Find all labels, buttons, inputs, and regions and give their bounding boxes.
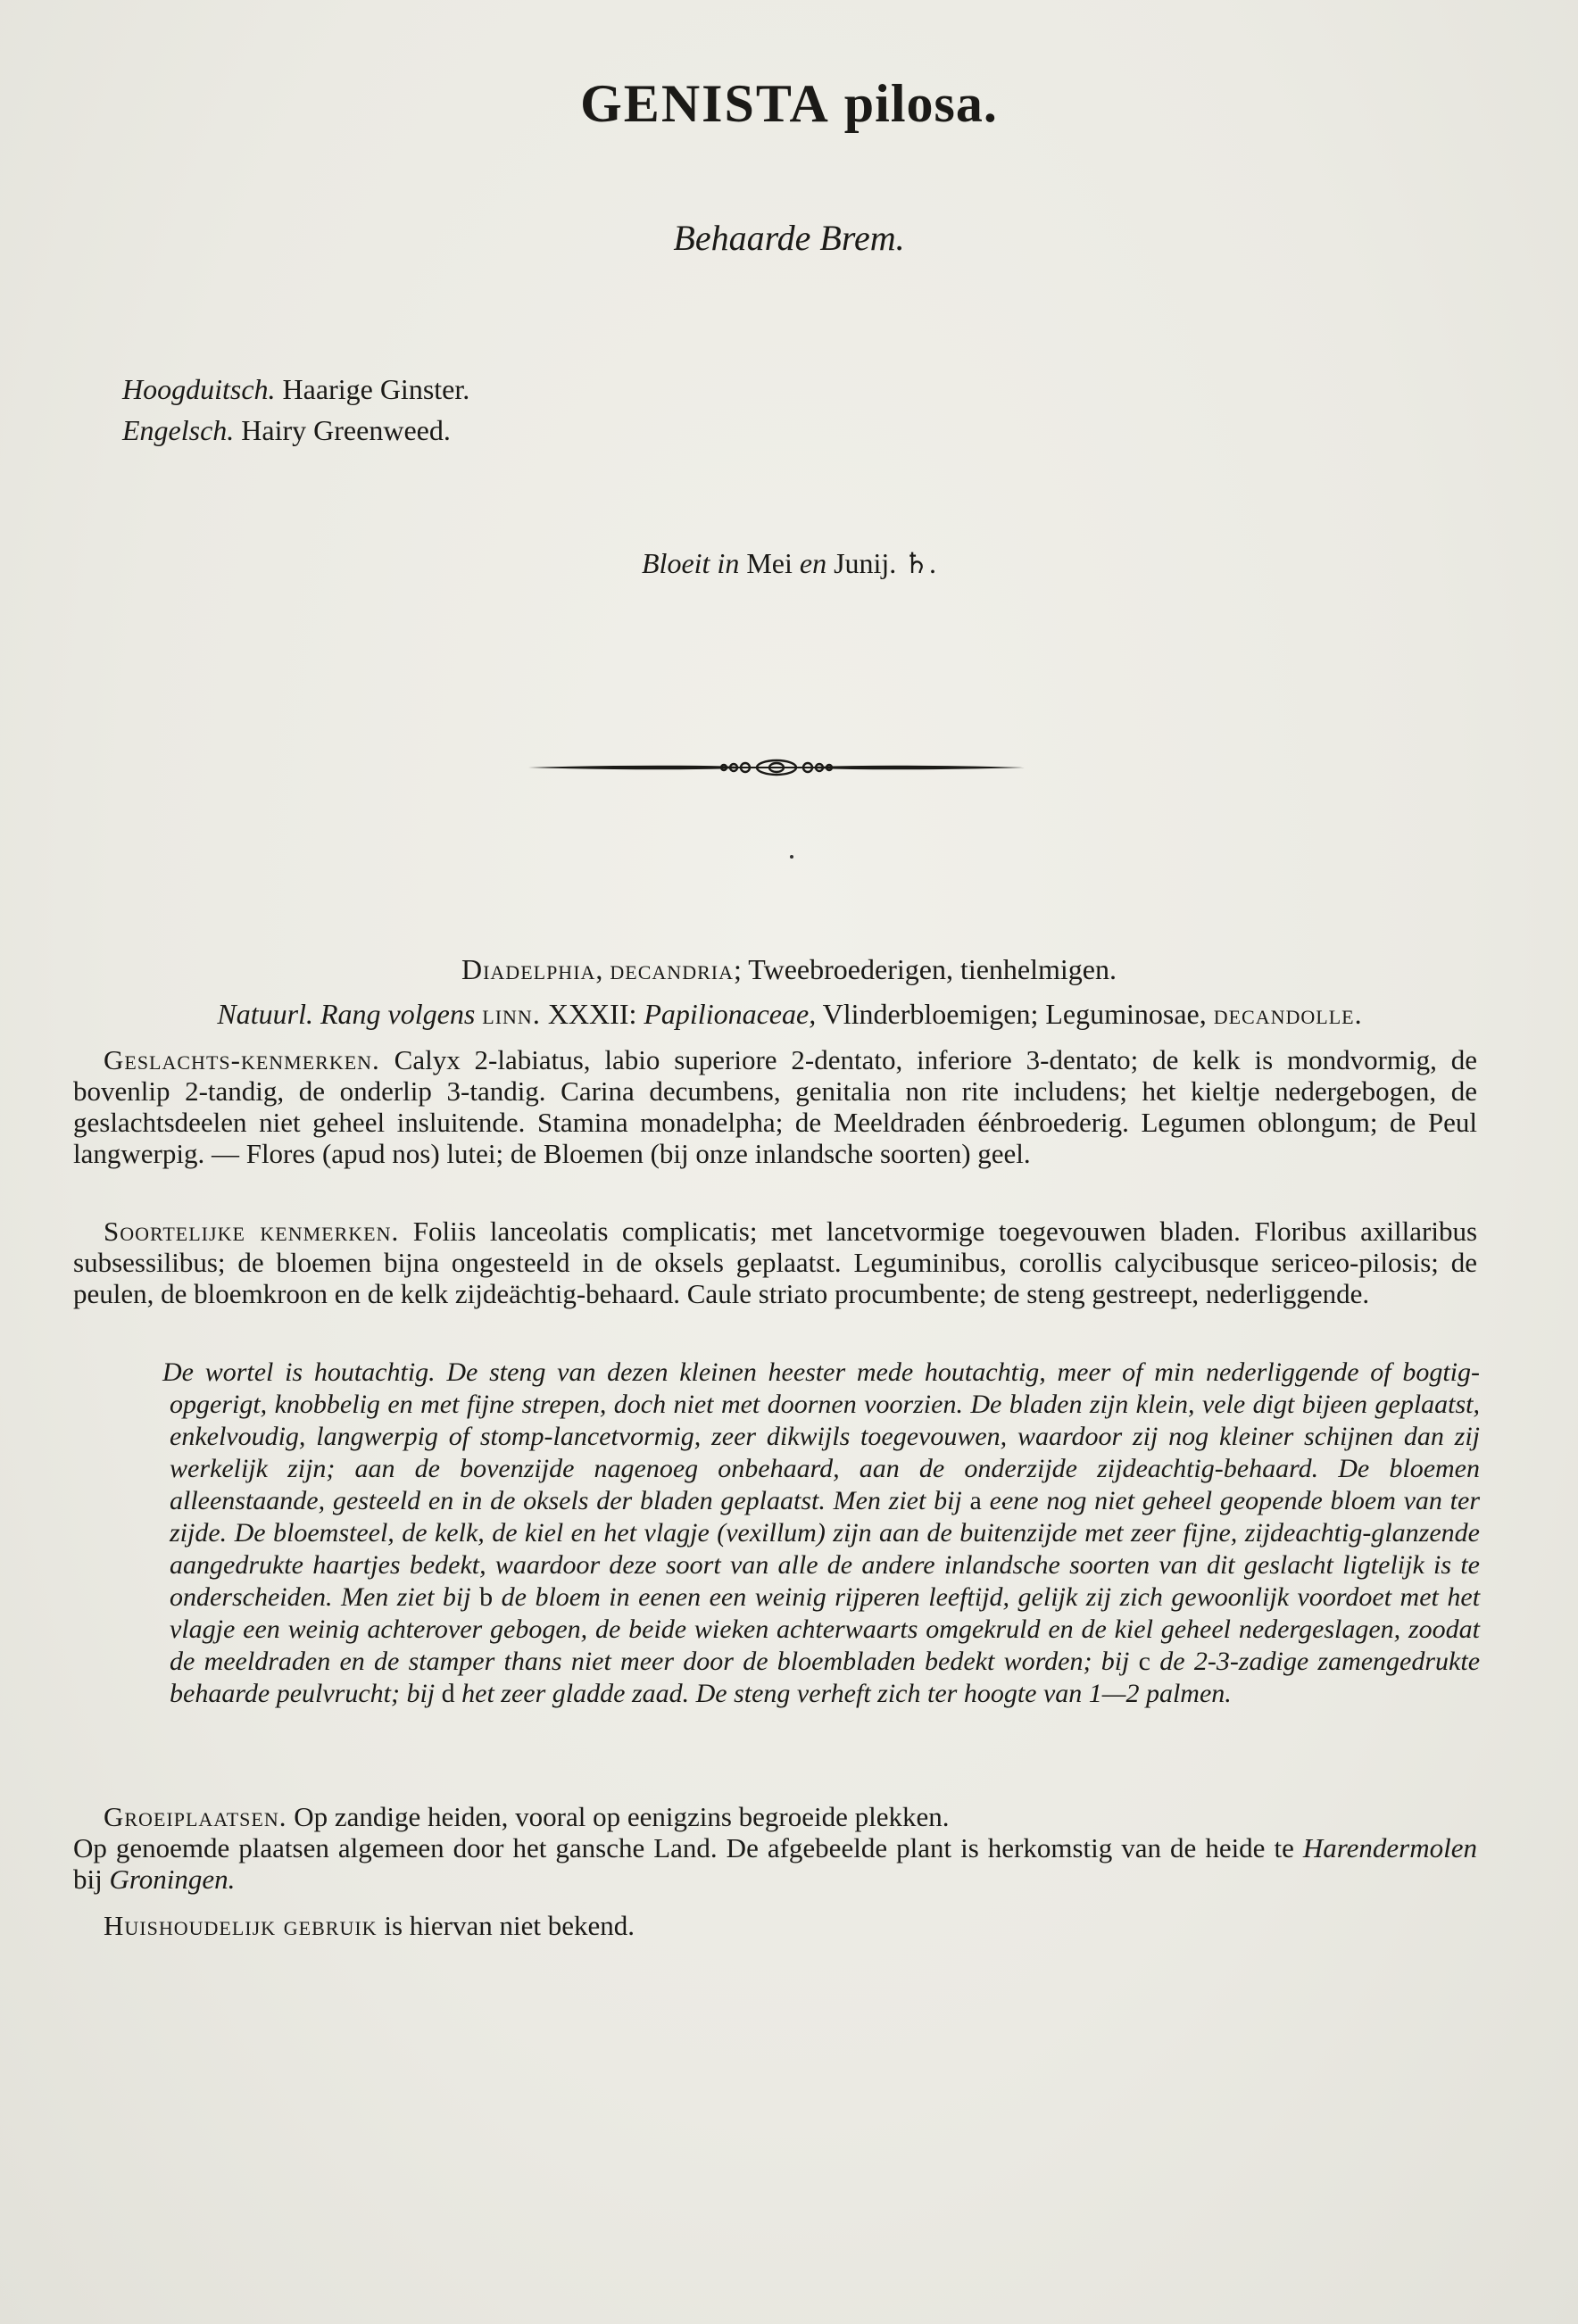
section-text: Op genoemde plaatsen algemeen door het gansche Land. De afgebeelde plant is herkomstig van de heide te <box>73 1832 1294 1863</box>
bloom-word: in <box>717 547 740 579</box>
natural-rank <box>89 998 1491 1031</box>
description-text: eene nog niet geheel geopende bloem van ter zijde. De bloemsteel, de kelk, de kiel en het vlagje (vexillum) zijn aan de buitenzijde met zeer fijne, zijdeachtig-glanzende aangedrukte haartjes bedekt, waardoor deze soort van alle de andere inlandsche soorten van dit geslacht ligtelijk is te onderscheiden. Men ziet bij <box>170 1486 1481 1612</box>
rank-author: decandolle. <box>1213 998 1363 1030</box>
figure-ref: a <box>969 1486 982 1515</box>
place-name: Harendermolen <box>1302 1832 1478 1863</box>
bloom-period <box>0 546 1578 580</box>
habitat <box>73 1801 1477 1895</box>
section-label: Huishoudelijk gebruik <box>104 1910 378 1941</box>
genus-name: GENISTA <box>580 74 830 133</box>
bloom-word: en <box>799 547 827 579</box>
figure-ref: c <box>1138 1647 1150 1676</box>
figure-ref: d <box>441 1679 455 1708</box>
section-label: Groeiplaatsen. <box>104 1801 287 1832</box>
shrub-symbol: ♄. <box>903 547 936 579</box>
description-text: de 2-3-zadige zamengedrukte behaarde peulvrucht; bij <box>170 1647 1481 1708</box>
species-name: pilosa. <box>843 74 998 133</box>
rank-family: Papilionaceae, <box>644 998 817 1030</box>
description <box>162 1357 1481 1710</box>
vernacular-lang: Hoogduitsch. <box>122 373 276 405</box>
bloom-word: Mei <box>746 547 793 579</box>
vernacular-lang: Engelsch. <box>122 414 235 446</box>
vernacular-name: Haarige Ginster. <box>282 373 470 405</box>
ornament-divider-icon <box>527 750 1026 785</box>
section-text: Calyx 2-labiatus, labio superiore 2-dentato, inferiore 3-dentato; de kelk is mondvormig, de bovenlip 2-tandig, de onderlip 3-tandig. Carina decumbens, genitalia non rite includens; het kieltje nedergebogen, de geslachtsdeelen niet geheel insluitende. Stamina monadelpha; de Meeldraden éénbroederig. Legumen oblongum; de Peul langwerpig. — Flores (apud nos) lutei; de Bloemen (bij onze inlandsche soorten) geel. <box>73 1044 1477 1169</box>
rank-dutch: Vlinderbloemigen; Leguminosae, <box>822 998 1207 1030</box>
genus-characters <box>73 1044 1477 1169</box>
section-text: is hiervan niet bekend. <box>384 1910 635 1941</box>
figure-ref: b <box>479 1582 494 1612</box>
description-text: de bloem in eenen een weinig rijperen leeftijd, gelijk zij zich gewoonlijk voordoet met het vlagje een weinig achterover gebogen, de beide wieken achterwaarts omgekruld en de kiel geheel nedergeslagen, zoodat de meeldraden en de stamper thans niet meer door de bloembladen bedekt worden; bij <box>170 1582 1481 1676</box>
order-name: decandria <box>610 953 734 985</box>
linnaean-class <box>0 953 1578 986</box>
species-characters <box>73 1216 1477 1309</box>
section-text: Op zandige heiden, vooral op eenigzins begroeide plekken. <box>294 1801 950 1832</box>
vernacular-german <box>122 369 469 410</box>
section-label: Soortelijke kenmerken. <box>104 1216 400 1247</box>
rank-authority: linn. <box>482 998 541 1030</box>
page-title <box>0 73 1578 135</box>
place-name: Groningen. <box>109 1863 236 1895</box>
separator: , <box>595 953 610 985</box>
vernacular-names <box>122 369 469 451</box>
description-text: het zeer gladde zaad. De steng verheft zich ter hoogte van 1—2 palmen. <box>461 1679 1232 1708</box>
section-text: bij <box>73 1863 103 1895</box>
bloom-word: Junij. <box>834 547 897 579</box>
class-name: Diadelphia <box>461 953 596 985</box>
section-text: Foliis lanceolatis complicatis; met lancetvormige toegevouwen bladen. Floribus axillaribus subsessilibus; de bloemen bijna ongesteeld in de oksels geplaatst. Leguminibus, corollis calycibusque sericeo-pilosis; de peulen, de bloemkroon en de kelk zijdeächtig-behaard. Caule striato procumbente; de steng gestreept, nederliggende. <box>73 1216 1478 1309</box>
rank-number: XXXII: <box>547 998 637 1030</box>
description-text: De wortel is houtachtig. De steng van dezen kleinen heester mede houtachtig, meer of min nederliggende of bogtig-opgerigt, knobbelig en met fijne strepen, doch niet met doornen voorzien. De bladen zijn klein, vele digt bijeen geplaatst, enkelvoudig, langwerpig of stomp-lancetvormig, zeer dikwijls toegevouwen, waardoor zij nog kleiner schijnen dan zij werkelijk zijn; aan de bovenzijde nagenoeg onbehaard, aan de onderzijde zijdeachtig-behaard. De bloemen alleenstaande, gesteeld en in de oksels der bladen geplaatst. Men ziet bij <box>162 1357 1480 1515</box>
section-label: Geslachts-kenmerken. <box>104 1044 380 1075</box>
decorative-dot <box>790 855 793 859</box>
rank-label: Natuurl. Rang volgens <box>217 998 476 1030</box>
class-dutch: ; Tweebroederigen, tienhelmigen. <box>733 953 1117 985</box>
vernacular-name: Hairy Greenweed. <box>241 414 451 446</box>
household-use <box>73 1910 1477 1941</box>
dutch-name: Behaarde Brem. <box>673 218 905 258</box>
vernacular-english <box>122 410 469 451</box>
bloom-word: Bloeit <box>642 547 710 579</box>
